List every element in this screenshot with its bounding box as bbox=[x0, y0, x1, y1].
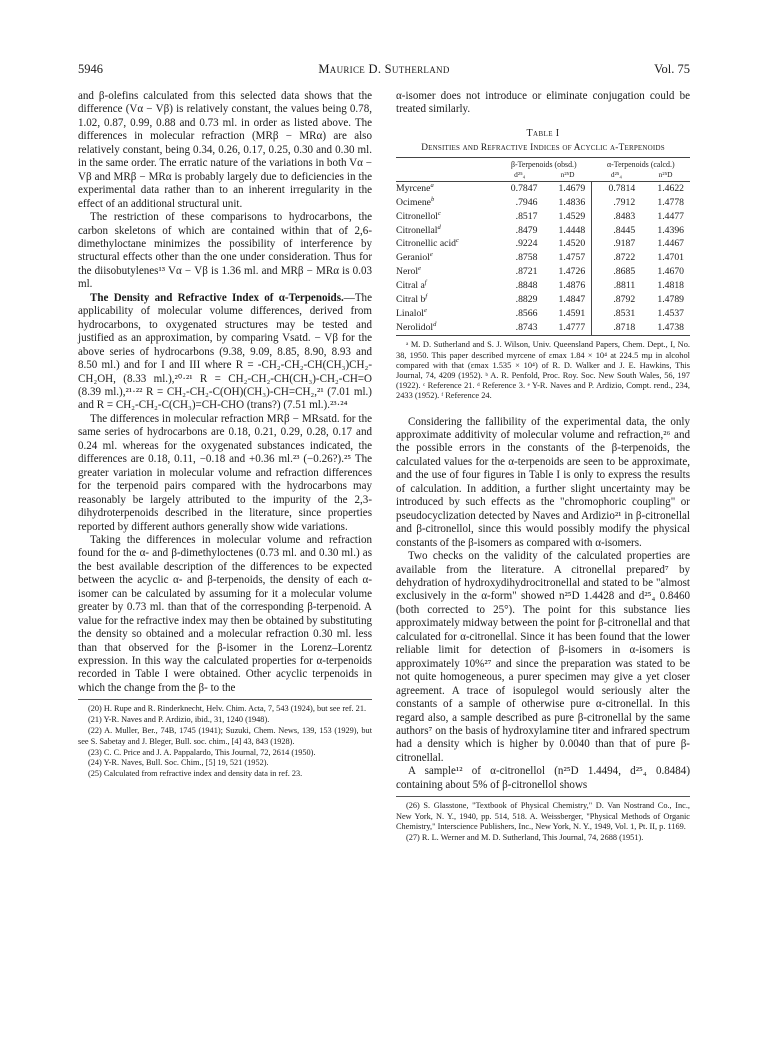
compound-label: Citronellic acid bbox=[396, 238, 456, 250]
compound-label: Citronellal bbox=[396, 224, 438, 236]
footnote: (23) C. C. Price and J. A. Pappalardo, This Journal, 72, 2614 (1950). bbox=[88, 747, 316, 757]
paragraph: Taking the differences in molecular volume and refraction found for the α- and β-dimethyloctenes (0.73 ml. and 0.30 ml.) as the best available description of the differences to be expected between the acyclic α- and β-terpenoids, the density of each α-isomer can be calculated by assuming for it a molecular volume greater by 0.73 ml. than that of the corresponding β-terpenoid. A value for the refractive index may then be obtained by substituting the density so obtained and a molecular refraction 0.30 ml. less than that observed for the β-isomer in the Lorenz–Lorentz expression. In this way the calculated properties for α-terpenoids recorded in Table I were obtained. Other acyclic terpenoids in which the change from the β- to the bbox=[78, 533, 372, 694]
footnote: (22) A. Muller, Ber., 74B, 1745 (1941); Suzuki, Chem. News, 139, 153 (1929), but see S. Sabetay and J. Bleger, Bull. soc. chim., [4] 43, 843 (1928). bbox=[78, 726, 372, 746]
compound-name bbox=[396, 196, 496, 210]
paragraph: A sample¹² of α-citronellol (n²⁵D 1.4494, d²⁵₄ 0.8484) containing about 5% of β-citronellol shows bbox=[396, 765, 690, 791]
table-cell: .8517 bbox=[515, 210, 538, 222]
table-cell: 1.4529 bbox=[558, 210, 586, 222]
table-row bbox=[396, 252, 690, 266]
compound-label: Nerolidol bbox=[396, 321, 434, 333]
footnote-marker: f bbox=[424, 278, 427, 286]
footnote-marker: f bbox=[425, 292, 428, 300]
compound-name bbox=[396, 321, 496, 335]
paragraph: The restriction of these comparisons to hydrocarbons, the carbon skeletons of which are contained within that of 2,6-dimethyloctane minimizes the possibility of interference by structural effects other than the one under consideration. Thus for the diisobutylenes¹³ Vα − Vβ is 1.36 ml. and MRβ − MRα is 0.03 ml. bbox=[78, 211, 372, 291]
table-row bbox=[396, 266, 690, 280]
footnote-marker: c bbox=[456, 237, 459, 245]
table-cell: .8848 bbox=[515, 280, 538, 292]
table-body bbox=[396, 182, 690, 336]
table-cell: .7946 bbox=[515, 196, 538, 208]
table-cell: 1.4591 bbox=[558, 308, 586, 320]
footnote: (21) Y-R. Naves and P. Ardizio, ibid., 31, 1240 (1948). bbox=[88, 715, 270, 725]
table-subheader-blank bbox=[396, 170, 496, 182]
footnotes bbox=[78, 699, 372, 779]
table-cell: .8685 bbox=[592, 266, 642, 280]
table-row bbox=[396, 308, 690, 322]
compound-name bbox=[396, 266, 496, 280]
running-author: Maurice D. Sutherland bbox=[318, 62, 450, 76]
compound-name bbox=[396, 238, 496, 252]
table-cell: 1.4757 bbox=[558, 252, 586, 264]
footnote-marker: b bbox=[430, 195, 435, 203]
paragraph: α-isomer does not introduce or eliminate conjugation could be treated similarly. bbox=[396, 90, 690, 116]
table-subheader: d²⁵₄ bbox=[592, 170, 642, 182]
footnote: (26) S. Glasstone, "Textbook of Physical Chemistry," D. Van Nostrand Co., Inc., New York, N. Y., 1940, pp. 514, 518. A. Weissberger, "Physical Methods of Organic Chemistry," Interscience Publishers, Inc., New York, N. Y., 1949, Vol. 1, Pt. II, p. 1169. bbox=[396, 801, 690, 832]
compound-label: Nerol bbox=[396, 266, 419, 278]
compound-name bbox=[396, 182, 496, 196]
table-cell: .9187 bbox=[592, 238, 642, 252]
table-cell: 1.4537 bbox=[657, 308, 684, 320]
compound-label: Linalol bbox=[396, 308, 424, 320]
table-cell: .8483 bbox=[592, 210, 642, 224]
compound-label: Citral a bbox=[396, 280, 425, 292]
compound-label: Citral b bbox=[396, 294, 426, 306]
table-cell: 1.4520 bbox=[558, 238, 586, 250]
table-cell: 0.7814 bbox=[592, 182, 642, 196]
compound-name bbox=[396, 280, 496, 294]
footnote: (25) Calculated from refractive index and density data in ref. 23. bbox=[88, 769, 303, 779]
table-notes: ᵃ M. D. Sutherland and S. J. Wilson, Univ. Queensland Papers, Chem. Dept., I, No. 38, 1950. This paper described myrcene of εmax 1.84 × 10⁴ at 224.5 mμ in alcohol compared with that (εmax 1.535 × 10⁴) of R. D. Walker and J. E. Hawkins, This Journal, 74, 4209 (1952). ᵇ A. R. Penfold, Proc. Roy. Soc. New South Wales, 56, 197 (1922). ᶜ Reference 21. ᵈ Reference 3. ᵉ Y-R. Naves and P. Ardizio, Compt. rend., 234, 2433 (1952). ᶠ Reference 24. bbox=[396, 340, 690, 401]
compound-label: Myrcene bbox=[396, 182, 431, 194]
table-cell: .8743 bbox=[515, 321, 538, 333]
table-row bbox=[396, 182, 690, 196]
table-row bbox=[396, 280, 690, 294]
paragraph-text: —The applicability of molecular volume differences, derived from hydrocarbons, to oxygenated structures may be tested and justified as an approximation, by comparing Vsatd. − Vβ for the above series of hydrocarbons (9.38, 9.09, 8.85, 8.90, 8.93 and 8.50 ml.) and for I and III where R = -CH₂-CH₂-CH(CH₃)CH₂-CH₂OH, (8.33 ml.),²⁰·²¹ R = CH₂-CH₂-CH(CH₃)-CH₂-CH=O (8.39 ml.),²¹·²² R = CH₂-CH₂-C(OH)(CH₃)-CH=CH₂,²¹ (7.01 ml.) and R = CH₂-CH₂-C(CH₃)=CH-CHO (trans?) (7.51 ml.).²³·²⁴ bbox=[78, 291, 372, 412]
table-row bbox=[396, 210, 690, 224]
footnote-marker: c bbox=[437, 209, 441, 217]
table-cell: .8722 bbox=[592, 252, 642, 266]
table-subheader: n²⁵D bbox=[641, 170, 690, 182]
spacer bbox=[396, 402, 690, 416]
footnote-marker: e bbox=[429, 251, 433, 259]
table-cell: .9224 bbox=[515, 238, 538, 250]
table-header-blank bbox=[396, 158, 496, 171]
table-cell: .8531 bbox=[592, 308, 642, 322]
table-row bbox=[396, 238, 690, 252]
page-header bbox=[78, 62, 690, 80]
table-cell: .8479 bbox=[515, 224, 538, 236]
table-cell: 1.4477 bbox=[657, 210, 684, 222]
table-cell: 1.4738 bbox=[657, 321, 684, 333]
footnote: (24) Y-R. Naves, Bull. Soc. Chim., [5] 19, 521 (1952). bbox=[88, 758, 269, 768]
table-cell: .8792 bbox=[592, 294, 642, 308]
footnote: (27) R. L. Werner and M. D. Sutherland, This Journal, 74, 2688 (1951). bbox=[406, 832, 644, 842]
table-cell: 1.4670 bbox=[657, 266, 684, 278]
density-table bbox=[396, 157, 690, 336]
compound-name bbox=[396, 294, 496, 308]
table-subheader: d²⁵₄ bbox=[496, 170, 543, 182]
table-cell: 1.4467 bbox=[657, 238, 684, 250]
table-cell: .8566 bbox=[515, 308, 538, 320]
table-group-header: α-Terpenoids (calcd.) bbox=[607, 160, 675, 170]
footnote-marker: e bbox=[418, 265, 421, 273]
compound-name bbox=[396, 210, 496, 224]
table-cell: 1.4622 bbox=[657, 182, 684, 194]
compound-label: Geraniol bbox=[396, 252, 430, 264]
compound-name bbox=[396, 224, 496, 238]
table-cell: .7912 bbox=[592, 196, 642, 210]
page-number: 5946 bbox=[78, 62, 103, 76]
table-cell: 1.4778 bbox=[657, 196, 684, 208]
table-cell: 1.4876 bbox=[558, 280, 586, 292]
paragraph: Considering the fallibility of the experimental data, the only approximate additivity of molecular volume and refraction,²⁶ and the possible errors in the constants of the β-terpenoids, the calculated values for the α-terpenoids are seen to be approximate, and the use of four figures in Table I is only to express the results of calculation. In addition, a further slight uncertainty may be introduced by such effects as the "chromophoric coupling" or pseudocyclization detected by Naves and Ardizio²¹ in β-citronellal and β-citronellol, since this would possibly modify the physical constants of the β-isomers as compared with α-isomers. bbox=[396, 415, 690, 549]
table-row bbox=[396, 321, 690, 335]
table-cell: 1.4396 bbox=[657, 224, 684, 236]
compound-label: Citronellol bbox=[396, 210, 438, 222]
table-cell: 1.4448 bbox=[558, 224, 586, 236]
table-row bbox=[396, 224, 690, 238]
table-cell: .8758 bbox=[515, 252, 538, 264]
footnote-marker: d bbox=[437, 223, 441, 231]
table-label: Table I bbox=[526, 127, 560, 139]
footnotes bbox=[396, 796, 690, 843]
compound-name bbox=[396, 252, 496, 266]
footnote: (20) H. Rupe and R. Rinderknecht, Helv. Chim. Acta, 7, 543 (1924), but see ref. 21. bbox=[88, 704, 367, 714]
compound-name bbox=[396, 308, 496, 322]
paragraph: and β-olefins calculated from this selected data shows that the difference (Vα − Vβ) is relatively constant, the values being 0.78, 1.02, 0.87, 0.99, 0.88 and 0.73 ml. in order as listed above. The differences in molecular refraction (MRβ − MRα) are also relatively constant, being 0.34, 0.26, 0.17, 0.25, 0.30 and 0.30 ml. in the same order. The erratic nature of the variations in both Vα − Vβ and MRβ − MRα is probably largely due to deficiencies in the experimental data rather than to an inherent irregularity in the effect of an additional structural unit. bbox=[78, 90, 372, 210]
paragraph: The differences in molecular refraction MRβ − MRsatd. for the same series of hydrocarbons are 0.18, 0.21, 0.29, 0.28, 0.17 and 0.24 ml. whereas for the oxygenated substances indicated, the differences are 0.18, 0.11, −0.18 and +0.36 ml.²³ (−0.26?).²⁵ The greater variation in molecular volume and refraction differences for the terpenoid pairs compared with the hydrocarbons may reasonably be largely attributed to the impurity of the 2,3-dihydroterpenoids described in the literature, since properties reported by different authors generally show wide variations. bbox=[78, 412, 372, 533]
table-cell: 1.4679 bbox=[558, 182, 586, 194]
section-heading: The Density and Refractive Index of α-Terpenoids. bbox=[90, 291, 344, 304]
table-cell: 1.4701 bbox=[657, 252, 684, 264]
volume-label: Vol. 75 bbox=[654, 62, 690, 76]
table-cell: 1.4789 bbox=[657, 294, 684, 306]
footnote-marker: d bbox=[433, 320, 437, 328]
right-column bbox=[396, 90, 690, 844]
table-row bbox=[396, 294, 690, 308]
table-cell: .8811 bbox=[592, 280, 642, 294]
table-cell: 1.4836 bbox=[558, 196, 586, 208]
table-title: Densities and Refractive Indices of Acyclic α-Terpenoids bbox=[421, 143, 665, 154]
table-cell: 1.4847 bbox=[558, 294, 586, 306]
paragraph: Two checks on the validity of the calculated properties are available from the literature. A citronellal prepared⁷ by dehydration of hydroxydihydrocitronellal and stated to be "almost exclusively in the α-form" showed n²⁵D 1.4428 and d²⁵₄ 0.8460 (both corrected to 25°). The point for this substance lies approximately midway between the point for β-citronellal and that calculated for α-citronellal. Since it has been found that the lower reliable limit for detection of β-isomers in α-isomers is approximately 10%²⁷ and since the preparation was stated to be not quite homogeneous, a purer specimen may give a yet closer agreement. A trace of isopulegol would seriously alter the constants of a sample of otherwise pure α-citronellal. In this regard also, a sample described as pure β-citronellal by the same authors⁷ on the basis of hydroxylamine titer and infrared spectrum had a density which is higher by 0.0040 than that of pure β-citronellal. bbox=[396, 550, 690, 764]
section-paragraph bbox=[78, 292, 372, 413]
table-cell: .8718 bbox=[592, 321, 642, 335]
table-cell: 1.4777 bbox=[558, 321, 586, 333]
footnote-marker: e bbox=[423, 306, 427, 314]
table-group-header: β-Terpenoids (obsd.) bbox=[510, 160, 577, 170]
compound-label: Ocimene bbox=[396, 196, 431, 208]
table-cell: 0.7847 bbox=[510, 182, 538, 194]
table-cell: 1.4726 bbox=[558, 266, 586, 278]
table-cell: .8721 bbox=[515, 266, 538, 278]
left-column bbox=[78, 90, 372, 780]
table-cell: .8445 bbox=[592, 224, 642, 238]
table-cell: 1.4818 bbox=[657, 280, 684, 292]
table-subheader: n²⁵D bbox=[543, 170, 591, 182]
footnote-marker: a bbox=[430, 181, 434, 189]
table-row bbox=[396, 196, 690, 210]
table-cell: .8829 bbox=[515, 294, 538, 306]
